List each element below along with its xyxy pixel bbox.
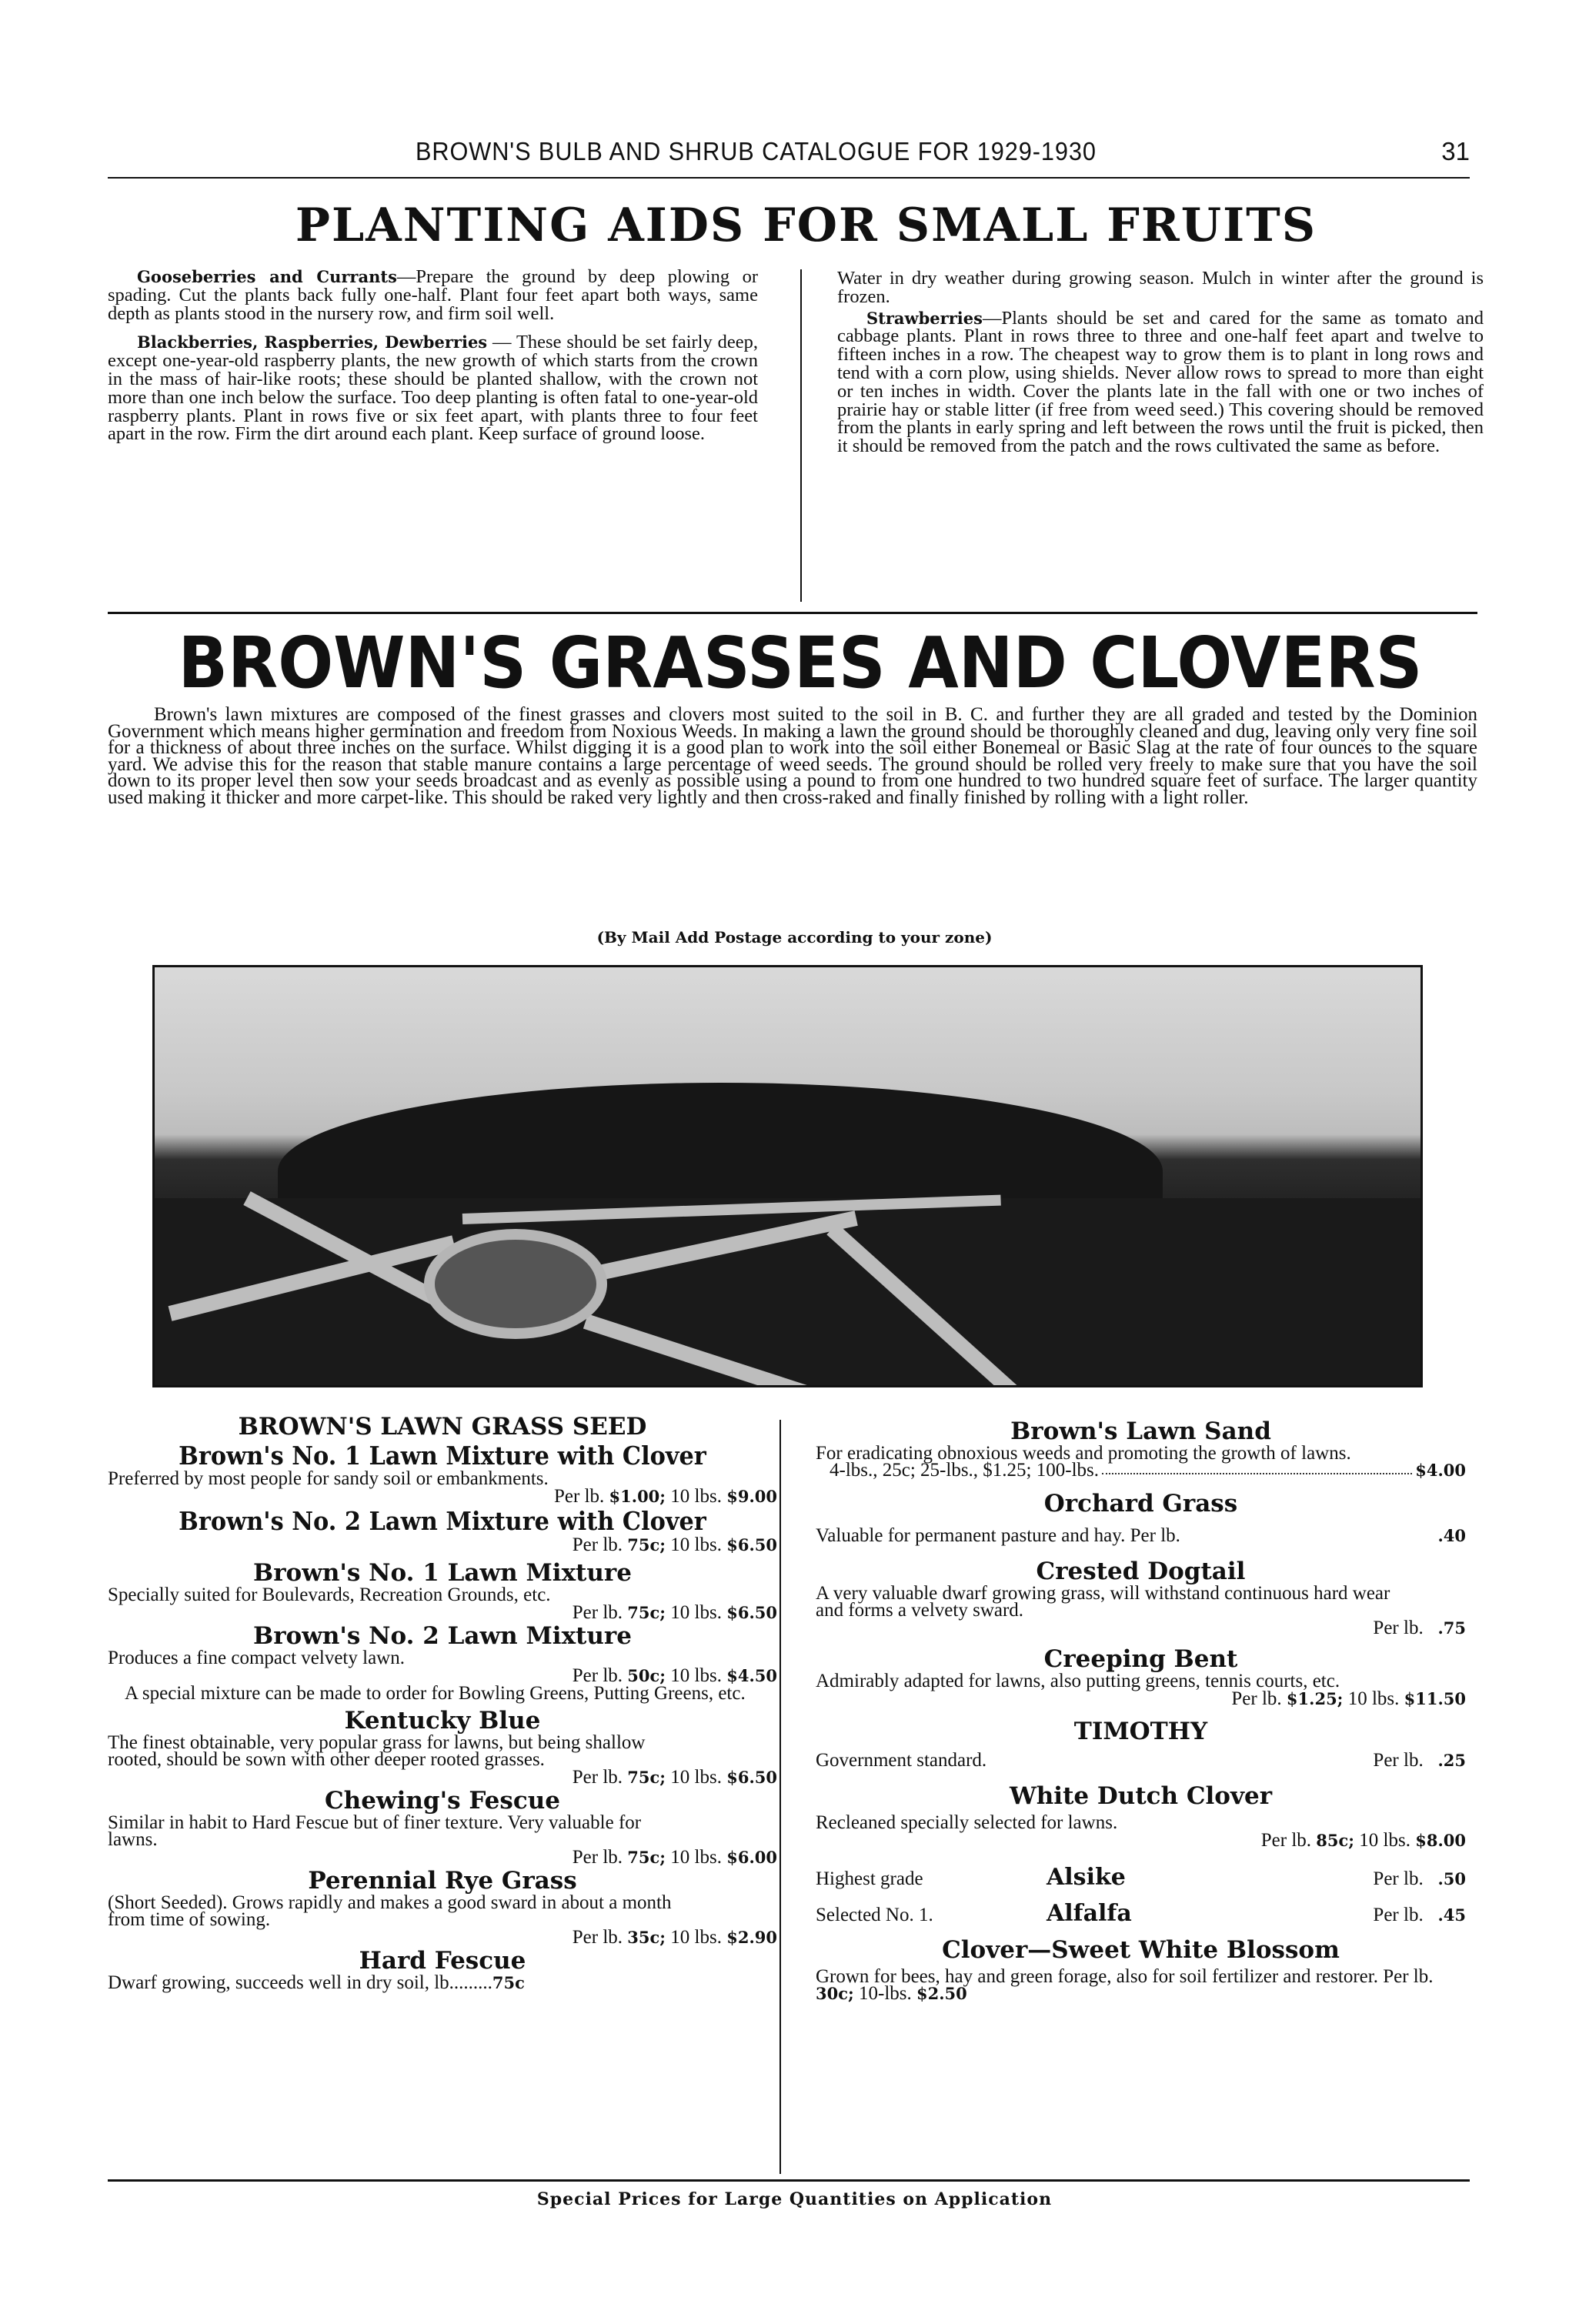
right-item: [816, 1718, 1466, 1771]
item-price: Per lb. 50c; 10 lbs. $4.50: [572, 1665, 777, 1686]
lawn-seed-item: [108, 1622, 777, 1702]
item-price: Government standard. Per lb. .25: [816, 1750, 1466, 1771]
item-name: Creeping Bent: [1043, 1645, 1238, 1673]
lower-column-divider: [779, 1420, 781, 2174]
lawn-seed-item: [108, 1787, 777, 1867]
item-price: Per lb. 75c; 10 lbs. $6.50: [572, 1534, 777, 1555]
item-price: Per lb. $1.00; 10 lbs. $9.00: [554, 1486, 777, 1507]
item-name: Perennial Rye Grass: [308, 1867, 577, 1895]
header-rule: [108, 177, 1470, 179]
item-price: Per lb. 75c; 10 lbs. $6.50: [572, 1767, 777, 1788]
item-description: Recleaned specially selected for lawns.: [816, 1812, 1118, 1833]
alfalfa-row: [816, 1900, 1466, 1927]
planting-aids-title: PLANTING AIDS FOR SMALL FRUITS: [295, 199, 1317, 252]
item-name: Kentucky Blue: [344, 1707, 541, 1735]
right-item: [816, 1936, 1466, 2002]
item-description: Preferred by most people for sandy soil or embankments.: [108, 1468, 549, 1489]
special-prices-note: Special Prices for Large Quantities on Application: [536, 2189, 1053, 2209]
item-description: Dwarf growing, succeeds well in dry soil, lb.........75c: [108, 1972, 525, 1993]
running-title: BROWN'S BULB AND SHRUB CATALOGUE FOR 1929-1930: [416, 137, 1097, 165]
item-name: White Dutch Clover: [1009, 1782, 1273, 1810]
item-name: Brown's No. 2 Lawn Mixture with Clover: [179, 1506, 706, 1536]
item-price: Per lb. $1.25; 10 lbs. $11.50: [1231, 1688, 1466, 1709]
lawn-seed-item: [108, 1441, 777, 1506]
alsike-name: Alsike: [1047, 1864, 1126, 1891]
item-name: Chewing's Fescue: [325, 1787, 560, 1815]
item-description: Similar in habit to Hard Fescue but of finer texture. Very valuable for lawns.: [108, 1812, 642, 1850]
right-item: [816, 1558, 1466, 1638]
planting-aids-right-column: [837, 269, 1484, 466]
alfalfa-name: Alfalfa: [1047, 1900, 1132, 1927]
item-price: Per lb. 75c; 10 lbs. $6.00: [572, 1847, 777, 1868]
gooseberries-heading: Gooseberries and Currants: [137, 267, 397, 286]
item-name: Brown's No. 1 Lawn Mixture: [253, 1559, 632, 1587]
item-description: The finest obtainable, very popular grass for lawns, but being shallow rooted, should be sown with other deeper rooted grasses.: [108, 1732, 646, 1770]
gooseberries-paragraph: Gooseberries and Currants—Prepare the ground by deep plowing or spading. Cut the plants back fully one-half. Plant four feet apart both ways, same depth as plants stood in the nursery row, and firm soil well.: [108, 266, 759, 324]
item-price: Per lb. 85c; 10 lbs. $8.00: [1260, 1830, 1466, 1851]
lawn-seed-item: [108, 1559, 777, 1622]
item-price: Valuable for permanent pasture and hay. Per lb. .40: [816, 1525, 1466, 1546]
right-item: [816, 1490, 1466, 1547]
lawn-seed-column: [108, 1408, 777, 1992]
running-header: [108, 137, 1470, 175]
item-name: TIMOTHY: [1073, 1718, 1208, 1745]
item-price: 4-lbs., 25c; 25-lbs., $1.25; 100-lbs. $4.00: [830, 1460, 1466, 1481]
strawberries-heading: Strawberries: [866, 308, 983, 328]
water-paragraph: Water in dry weather during growing season. Mulch in winter after the ground is frozen.: [837, 268, 1484, 307]
item-name: Crested Dogtail: [1036, 1558, 1246, 1585]
planting-aids-left-column: [108, 268, 758, 454]
item-description: Specially suited for Boulevards, Recreation Grounds, etc.: [108, 1584, 551, 1605]
footer-rule: [108, 2179, 1470, 2182]
item-description: Grown for bees, hay and green forage, also for soil fertilizer and restorer. Per lb. 30c; 10-lbs. $2.50: [816, 1966, 1434, 2004]
item-name: Brown's No. 2 Lawn Mixture: [253, 1622, 632, 1650]
item-price: Per lb. 75c; 10 lbs. $6.50: [572, 1602, 777, 1623]
item-description: Produces a fine compact velvety lawn.: [108, 1648, 405, 1668]
item-description: For eradicating obnoxious weeds and promoting the growth of lawns.: [816, 1443, 1351, 1464]
right-item: [816, 1417, 1466, 1479]
lawn-seed-item: [108, 1707, 777, 1787]
item-name: Orchard Grass: [1043, 1490, 1238, 1518]
right-item: [816, 1645, 1466, 1708]
photo-pond: [424, 1229, 607, 1339]
right-item: [816, 1782, 1466, 1850]
grasses-clovers-column: [816, 1408, 1466, 2002]
lawn-seed-item: [108, 1506, 777, 1554]
strawberries-paragraph: Strawberries—Plants should be set and cared for the same as tomato and cabbage plants. Plant in rows three to three and one-half feet apart and twelve to fifteen inches in a row. The cheapest way to grow them is to plant in long rows and tend with a corn plow, using shields. Never allow rows to spread to more than eight or ten inches in width. Cover the plants late in the fall with one or two inches of prairie hay or stable litter (if free from weed seed.) This covering should be removed from the plants in early spring and left between the rows until the fruit is picked, then it should be removed from the patch and the rows cultivated the same as before.: [837, 307, 1484, 457]
grasses-intro: Brown's lawn mixtures are composed of the finest grasses and clovers most suited to the soil in B. C. and further they are all graded and tested by the Dominion Government which means higher germination and freedom from Noxious Weeds. In making a lawn the ground should be thoroughly cleaned and dug, leaving only very fine soil for a thickness of about three inches on the surface. Whilst digging it is a good plan to work into the soil either Bonemeal or Basic Slag at the rate of four ounces to the square yard. We advise this for the reason that stable manure contains a large percentage of weed seeds. The ground should be rolled very freely to make sure that you have the soil down to its proper level then sow your seeds broadcast and as evenly as possible using a pound to from one hundred to two hundred square feet of surface. The larger quantity used making it thicker and more carpet-like. This should be raked very lightly and then cross-raked and finally finished by rolling with a light roller.: [108, 704, 1477, 808]
section-rule: [108, 612, 1477, 614]
alsike-grade: Highest grade: [816, 1868, 923, 1889]
item-price: Per lb. .75: [1373, 1618, 1466, 1638]
grasses-title: BROWN'S GRASSES AND CLOVERS: [178, 622, 1423, 704]
item-description: Admirably adapted for lawns, also putting greens, tennis courts, etc.: [816, 1671, 1340, 1691]
alsike-row: [816, 1864, 1466, 1891]
postage-note: (By Mail Add Postage according to your zone): [596, 928, 993, 947]
item-price: Per lb. 35c; 10 lbs. $2.90: [572, 1927, 777, 1948]
lawn-seed-section-title: BROWN'S LAWN GRASS SEED: [238, 1413, 647, 1441]
item-name: Brown's Lawn Sand: [1010, 1417, 1271, 1445]
item-name: Clover—Sweet White Blossom: [942, 1936, 1340, 1964]
lawn-seed-item: [108, 1867, 777, 1947]
page-number: 31: [1441, 137, 1470, 165]
item-description: (Short Seeded). Grows rapidly and makes a good sward in about a month from time of sowing.: [108, 1892, 672, 1930]
blackberries-heading: Blackberries, Raspberries, Dewberries: [137, 332, 488, 352]
item-name: Brown's No. 1 Lawn Mixture with Clover: [179, 1441, 706, 1471]
item-description: A very valuable dwarf growing grass, will withstand continuous hard wear and forms a velvety sward.: [816, 1583, 1390, 1621]
item-name: Hard Fescue: [359, 1947, 526, 1975]
alsike-price: Per lb. .50: [1373, 1868, 1466, 1889]
column-divider: [800, 269, 802, 602]
lawn-seed-item: [108, 1947, 777, 1992]
alfalfa-price: Per lb. .45: [1373, 1905, 1466, 1925]
lawn-photo: [152, 965, 1423, 1387]
alfalfa-grade: Selected No. 1.: [816, 1905, 933, 1925]
blackberries-paragraph: Blackberries, Raspberries, Dewberries — These should be set fairly deep, except one-year-old raspberry plants, the new growth of which starts from the crown in the mass of hair-like roots; these should be planted shallow, with the crown not more than one inch below the surface. Too deep planting is often fatal to one-year-old raspberry plants. Plant in rows five or six feet apart, with plants three to four feet apart in the row. Firm the dirt around each plant. Keep surface of ground loose.: [108, 332, 758, 445]
special-mixture-note: A special mixture can be made to order for Bowling Greens, Putting Greens, etc.: [125, 1683, 746, 1704]
